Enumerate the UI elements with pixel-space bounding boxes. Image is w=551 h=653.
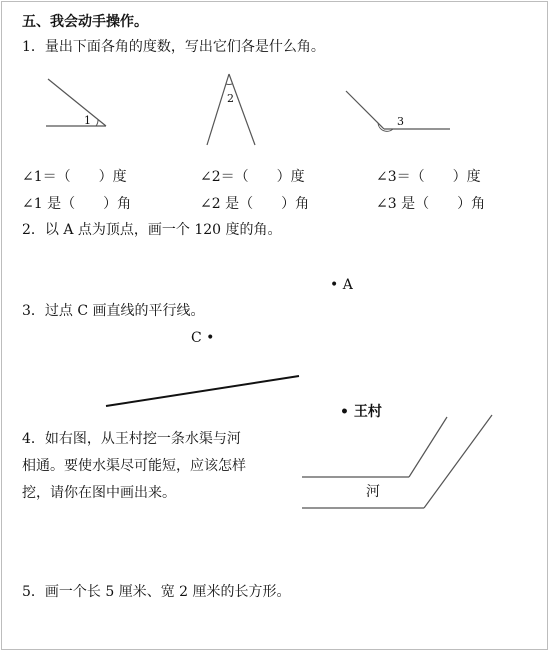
village-label: • 王村 — [340, 404, 382, 420]
section-title: 五、我会动手操作。 — [22, 14, 148, 30]
question-2-text: 2．以 A 点为顶点，画一个 120 度的角。 — [22, 222, 282, 238]
question-4-line-2: 相通。要使水渠尽可能短，应该怎样 — [22, 458, 246, 474]
point-c-label: C • — [191, 330, 215, 346]
angle-2-figure — [207, 74, 255, 145]
question-4-line-3: 挖，请你在图中画出来。 — [22, 485, 176, 501]
point-a-label: • A — [330, 277, 353, 293]
angle-3-degree-blank: ∠3＝（ ）度 — [376, 169, 481, 185]
question-4-line-1: 4．如右图，从王村挖一条水渠与河 — [22, 431, 241, 447]
question-3-text: 3．过点 C 画直线的平行线。 — [22, 303, 205, 319]
angle-2-degree-blank: ∠2＝（ ）度 — [200, 169, 305, 185]
question-5-text: 5．画一个长 5 厘米、宽 2 厘米的长方形。 — [22, 584, 291, 600]
river-label: 河 — [366, 484, 380, 500]
angle-1-degree-blank: ∠1＝（ ）度 — [22, 169, 127, 185]
river-figure — [302, 415, 492, 508]
angle-2-label: 2 — [227, 92, 234, 105]
angle-1-label: 1 — [84, 114, 91, 127]
angle-3-type-blank: ∠3 是（ ）角 — [376, 196, 486, 212]
angle-1-type-blank: ∠1 是（ ）角 — [22, 196, 132, 212]
angle-3-label: 3 — [397, 115, 404, 128]
question-3-line — [106, 376, 299, 406]
angle-2-type-blank: ∠2 是（ ）角 — [200, 196, 310, 212]
question-1-text: 1．量出下面各角的度数，写出它们各是什么角。 — [22, 39, 325, 55]
angle-1-figure — [46, 79, 106, 126]
